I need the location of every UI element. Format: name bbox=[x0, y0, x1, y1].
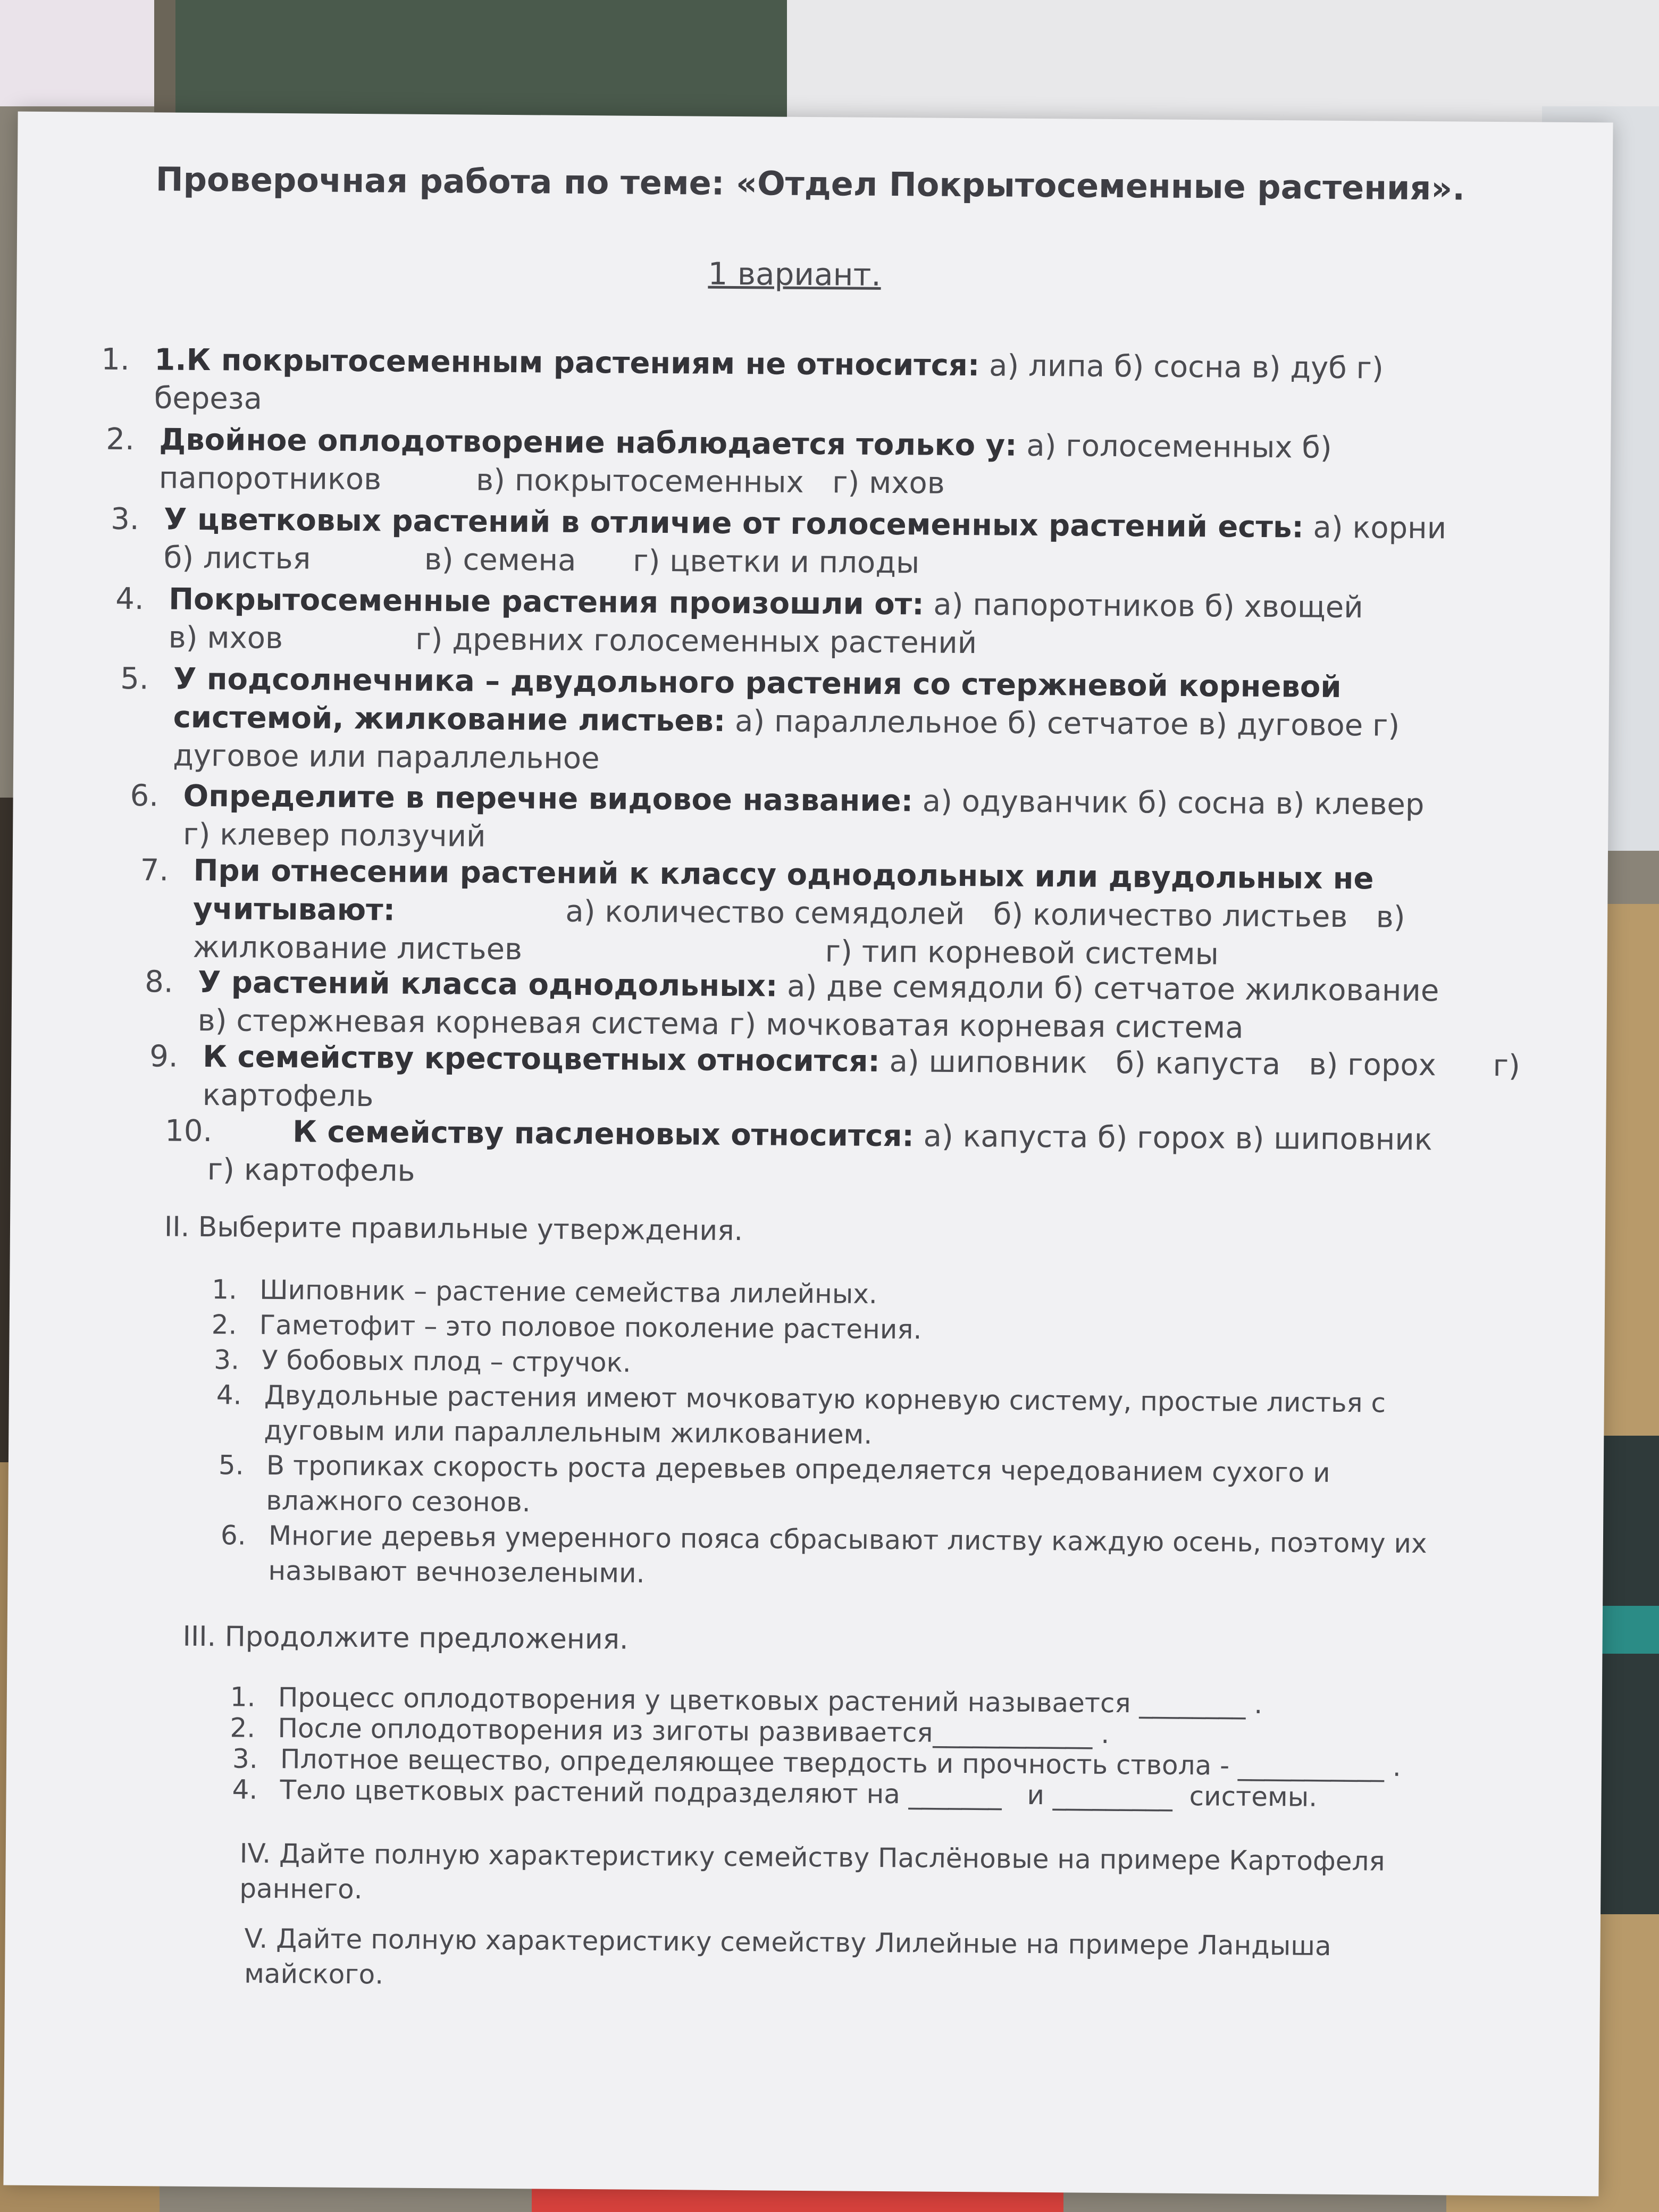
answer-options-cont: картофель bbox=[202, 1078, 374, 1114]
question-text: У цветковых растений в отличие от голосеменных растений есть: bbox=[164, 502, 1304, 545]
question-text: К семейству крестоцветных относится: bbox=[203, 1040, 881, 1079]
answer-options: а) голосеменных б) bbox=[1017, 428, 1332, 465]
sentence-text: После оплодотворения из зиготы развивается____________ . bbox=[278, 1713, 1110, 1749]
sentence-number: 1. bbox=[230, 1681, 256, 1713]
sentence-text: Плотное вещество, определяющее твердость и прочность ствола - ___________ . bbox=[280, 1744, 1402, 1782]
sentence-text: Процесс оплодотворения у цветковых растений называется ________ . bbox=[278, 1682, 1263, 1720]
question-5 bbox=[120, 660, 1513, 785]
question-2 bbox=[106, 421, 1499, 507]
question-number: 5. bbox=[120, 661, 149, 697]
answer-options: а) одуванчик б) сосна в) клевер bbox=[912, 784, 1425, 823]
statement-text-cont: называют вечнозелеными. bbox=[268, 1555, 645, 1589]
section-2-heading: II. Выберите правильные утверждения. bbox=[164, 1211, 743, 1247]
statement-number: 6. bbox=[220, 1520, 246, 1551]
sentence-text: Тело цветковых растений подразделяют на _______ и _________ системы. bbox=[280, 1774, 1318, 1813]
question-3 bbox=[111, 501, 1504, 587]
question-text: У подсолнечника – двудольного растения со стержневой корневой bbox=[173, 661, 1342, 705]
question-8 bbox=[144, 963, 1538, 1050]
question-number: 3. bbox=[111, 501, 139, 537]
statement-6 bbox=[220, 1518, 1492, 1597]
answer-options-cont: береза bbox=[154, 381, 263, 416]
question-number: 6. bbox=[130, 778, 159, 814]
question-number: 2. bbox=[106, 422, 135, 457]
wall-poster bbox=[0, 0, 154, 106]
question-1 bbox=[101, 341, 1495, 427]
question-7 bbox=[140, 852, 1533, 976]
answer-options: а) корни bbox=[1303, 510, 1447, 546]
statement-text-cont: дуговым или параллельным жилкованием. bbox=[264, 1414, 873, 1450]
answer-options-cont: дуговое или параллельное bbox=[172, 738, 600, 776]
answer-options-cont: в) мхов г) древних голосеменных растений bbox=[168, 620, 977, 661]
statement-number: 3. bbox=[214, 1344, 240, 1376]
question-text: Определите в перечне видовое название: bbox=[183, 778, 914, 819]
statement-text: Двудольные растения имеют мочковатую корневую систему, простые листья с bbox=[264, 1379, 1386, 1419]
question-number: 1. bbox=[101, 342, 130, 378]
answer-options: а) шиповник б) капуста в) горох г) bbox=[879, 1044, 1521, 1084]
statement-number: 1. bbox=[211, 1274, 238, 1305]
section-4-task bbox=[239, 1836, 1463, 1915]
question-text: 1.К покрытосеменным растениям не относится: bbox=[154, 342, 980, 383]
question-number: 8. bbox=[144, 965, 173, 1000]
task-text: IV. Дайте полную характеристику семейству Паслёновые на примере Картофеля bbox=[239, 1838, 1385, 1877]
statement-text: Гаметофит – это половое поколение растения. bbox=[259, 1309, 922, 1345]
question-text: У растений класса однодольных: bbox=[197, 965, 778, 1004]
question-text: К семейству пасленовых относится: bbox=[292, 1115, 915, 1154]
statement-number: 5. bbox=[218, 1449, 244, 1481]
answer-options: а) папоротников б) хвощей bbox=[924, 587, 1363, 625]
section-3-heading: III. Продолжите предложения. bbox=[182, 1620, 629, 1656]
statement-number: 2. bbox=[211, 1309, 237, 1340]
answer-options: а) капуста б) горох в) шиповник bbox=[914, 1119, 1432, 1158]
answer-options: а) количество семядолей б) количество листьев в) bbox=[395, 893, 1405, 935]
statement-text: В тропиках скорость роста деревьев определяется чередованием сухого и bbox=[266, 1449, 1330, 1488]
variant-label: 1 вариант. bbox=[708, 255, 882, 293]
question-text: При отнесении растений к классу однодольных или двудольных не bbox=[193, 853, 1374, 896]
sentence-number: 2. bbox=[230, 1712, 256, 1744]
answer-options-cont: папоротников в) покрытосеменных г) мхов bbox=[158, 460, 945, 501]
answer-options-cont: б) листья в) семена г) цветки и плоды bbox=[163, 540, 920, 581]
task-text-cont: майского. bbox=[244, 1958, 384, 1990]
statement-number: 4. bbox=[216, 1379, 242, 1411]
statement-text: У бобовых плод – стручок. bbox=[262, 1344, 631, 1378]
question-number: 10. bbox=[165, 1113, 213, 1149]
question-text: Покрытосеменные растения произошли от: bbox=[169, 582, 924, 622]
question-text-cont: системой, жилкование листьев: bbox=[173, 700, 726, 739]
question-text-cont: учитывают: bbox=[192, 891, 396, 928]
question-10 bbox=[165, 1112, 1548, 1199]
question-4 bbox=[115, 581, 1509, 667]
question-9 bbox=[149, 1038, 1543, 1124]
section-5-task bbox=[244, 1921, 1468, 2000]
answer-options-cont: г) клевер ползучий bbox=[182, 817, 486, 854]
sentence-number: 4. bbox=[232, 1774, 258, 1805]
answer-options: а) липа б) сосна в) дуб г) bbox=[979, 348, 1384, 386]
statement-text: Шиповник – растение семейства лилейных. bbox=[259, 1274, 878, 1310]
question-6 bbox=[130, 777, 1523, 864]
sentence-number: 3. bbox=[232, 1743, 258, 1774]
statement-text-cont: влажного сезонов. bbox=[266, 1485, 531, 1518]
page-title: Проверочная работа по теме: «Отдел Покрытосеменные растения». bbox=[155, 160, 1465, 208]
test-sheet bbox=[3, 112, 1613, 2197]
question-number: 9. bbox=[149, 1039, 178, 1074]
question-number: 7. bbox=[140, 853, 169, 888]
statement-5 bbox=[218, 1448, 1489, 1527]
task-text: V. Дайте полную характеристику семейству Лилейные на примере Ландыша bbox=[244, 1923, 1331, 1962]
answer-options-cont: г) картофель bbox=[207, 1152, 415, 1188]
statement-text: Многие деревья умеренного пояса сбрасывают листву каждую осень, поэтому их bbox=[268, 1520, 1427, 1560]
answer-options: а) параллельное б) сетчатое в) дуговое г) bbox=[725, 703, 1400, 743]
answer-options: а) две семядоли б) сетчатое жилкование bbox=[777, 969, 1439, 1009]
question-text: Двойное оплодотворение наблюдается только у: bbox=[159, 422, 1017, 463]
statement-4 bbox=[216, 1378, 1487, 1456]
task-text-cont: раннего. bbox=[239, 1873, 363, 1905]
question-number: 4. bbox=[115, 581, 144, 617]
answer-options-cont: жилкование листьев г) тип корневой системы bbox=[192, 929, 1219, 972]
sheet-content bbox=[3, 112, 1613, 2197]
answer-options-cont: в) стержневая корневая система г) мочковатая корневая система bbox=[197, 1003, 1244, 1045]
